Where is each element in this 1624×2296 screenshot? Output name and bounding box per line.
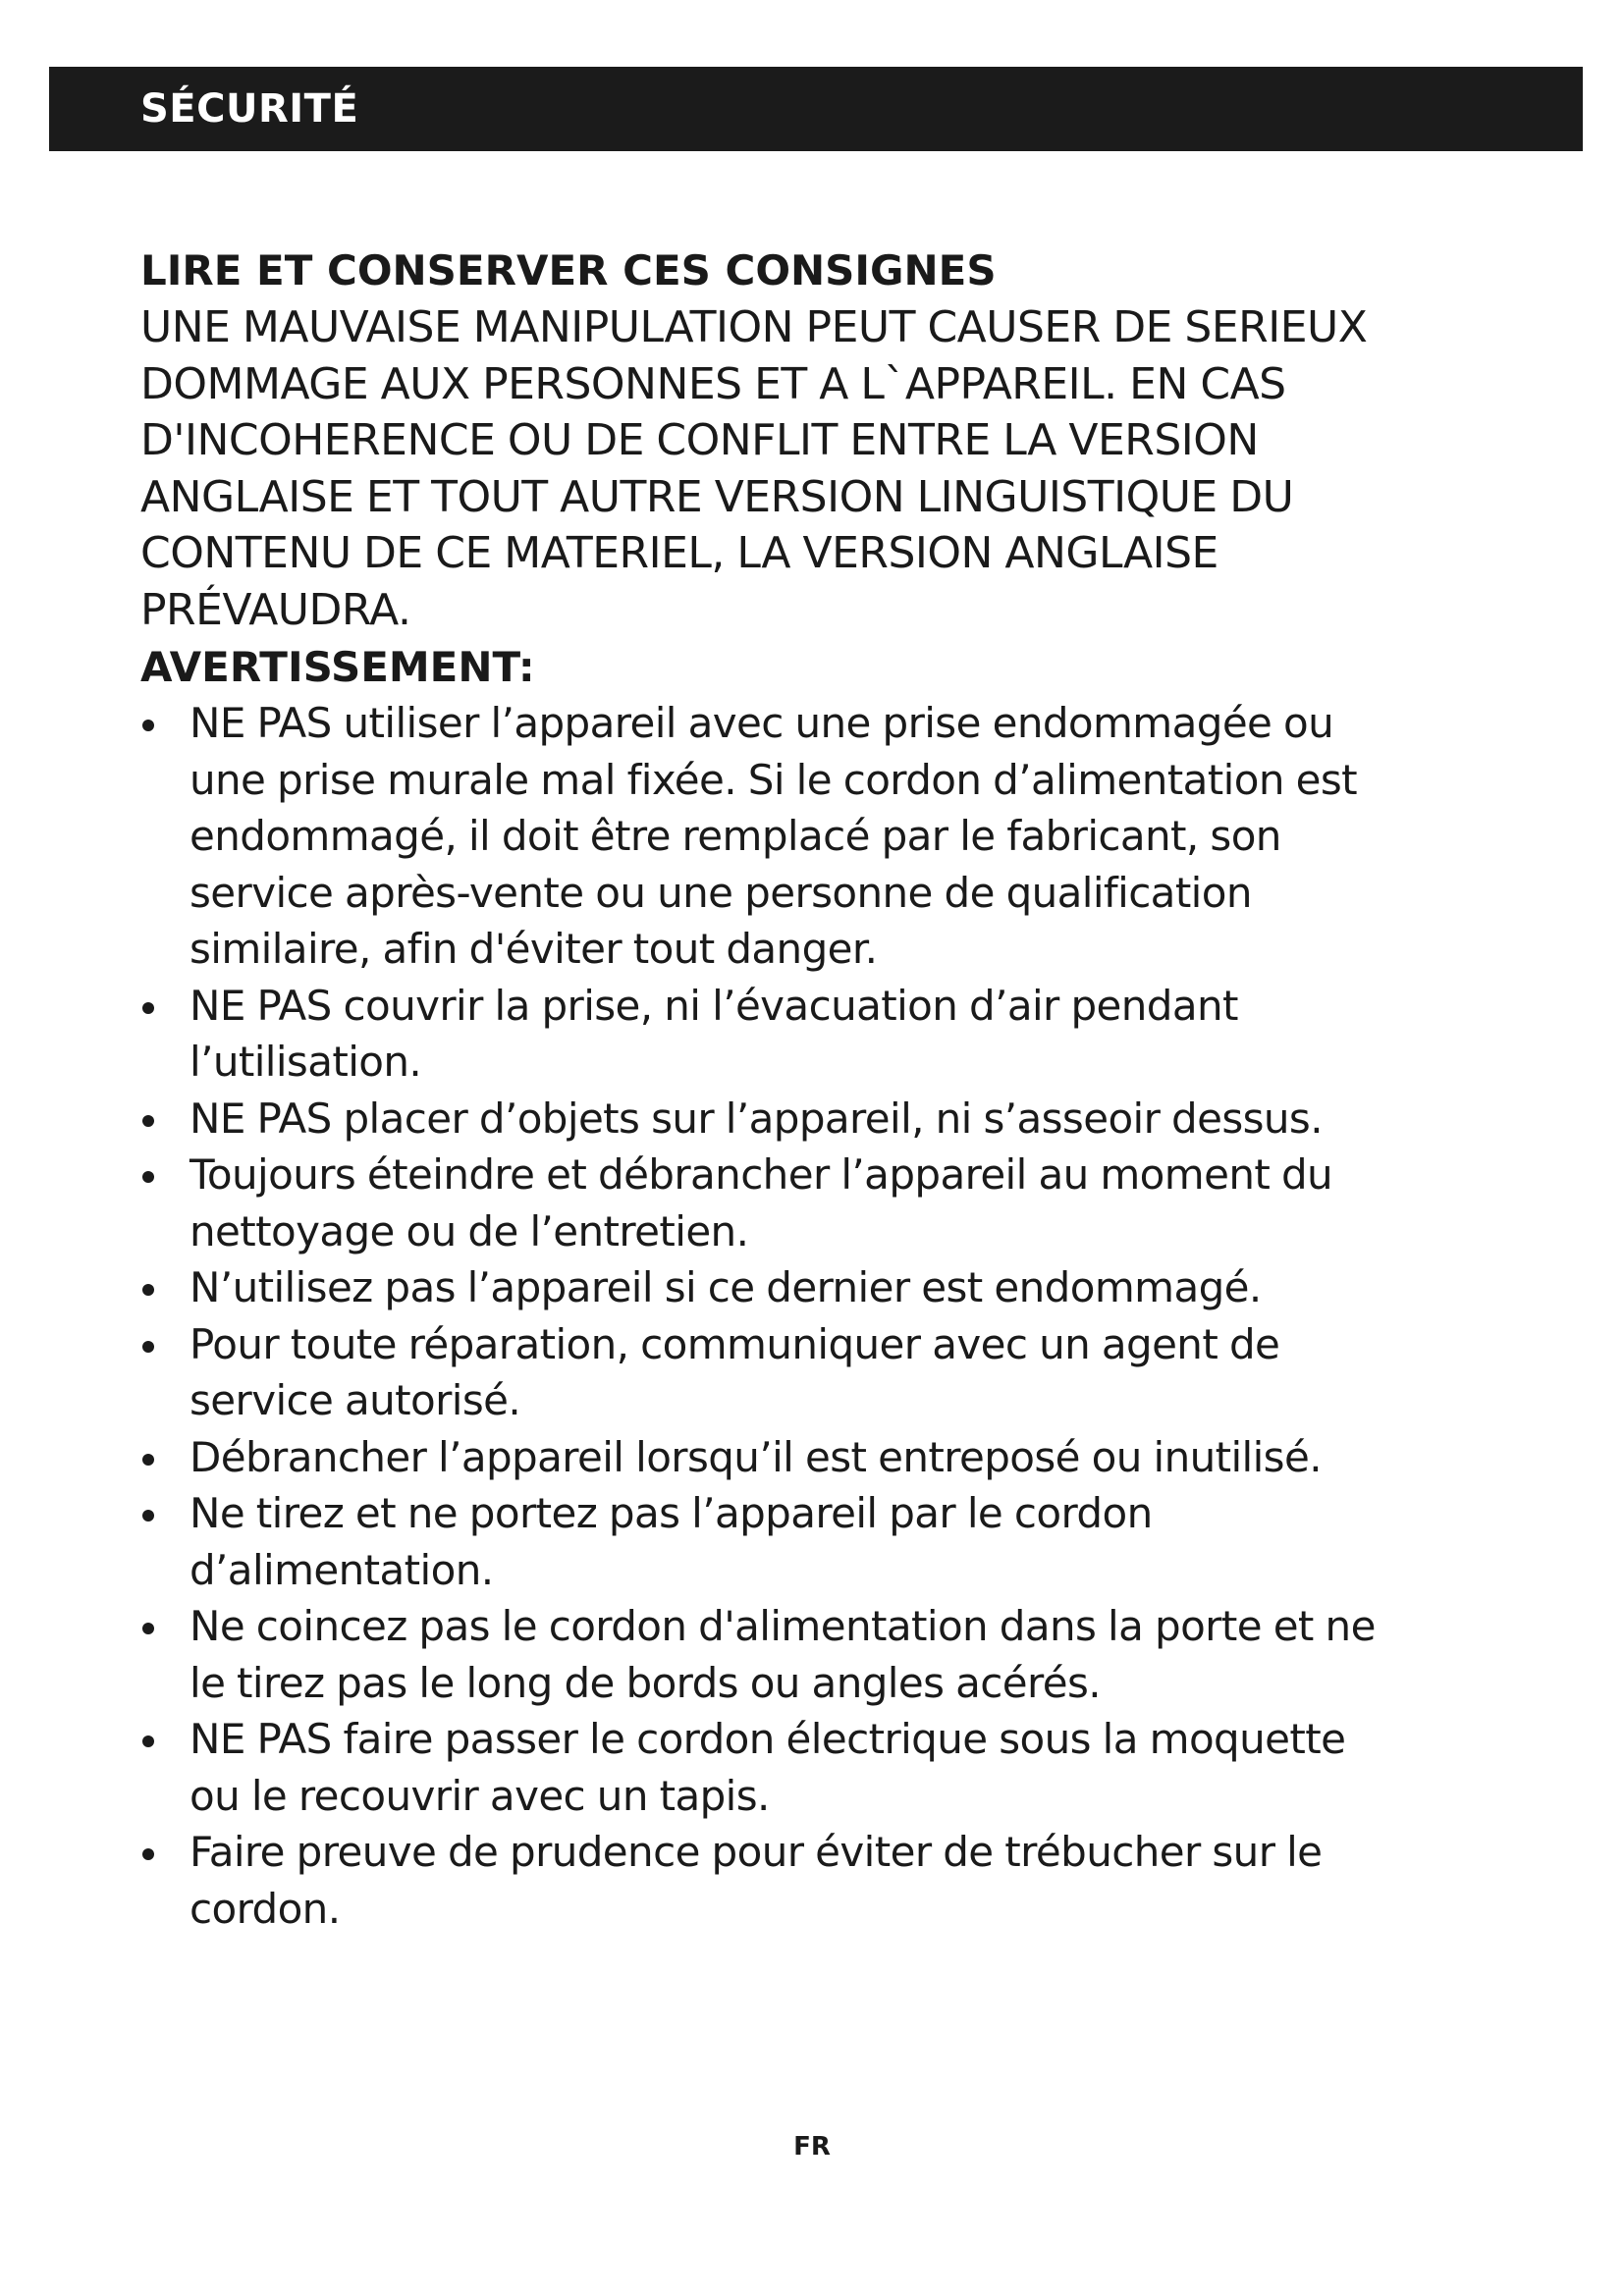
warning-item: [140, 978, 1515, 1091]
warning-line: Ne coincez pas le cordon d'alimentation dans la porte et ne: [189, 1602, 1376, 1650]
warning-item: [140, 1147, 1515, 1259]
bullet-icon: [142, 1002, 154, 1014]
intro-line: D'INCOHERENCE OU DE CONFLIT ENTRE LA VERSION: [140, 415, 1259, 465]
bullet-icon: [142, 1115, 154, 1127]
bullet-icon: [142, 1848, 154, 1860]
warning-line: NE PAS utiliser l’appareil avec une prise endommagée ou: [189, 699, 1334, 747]
warning-item: [140, 1429, 1515, 1486]
warning-line: l’utilisation.: [189, 1038, 422, 1086]
warning-line: cordon.: [189, 1884, 341, 1933]
warning-item: [140, 1598, 1515, 1711]
bullet-icon: [142, 1171, 154, 1183]
warning-item: [140, 695, 1515, 978]
warning-line: NE PAS faire passer le cordon électrique sous la moquette: [189, 1715, 1346, 1763]
warning-line: d’alimentation.: [189, 1545, 494, 1594]
warning-item: [140, 1091, 1515, 1148]
instructions-heading: LIRE ET CONSERVER CES CONSIGNES: [140, 246, 997, 294]
warning-line: Toujours éteindre et débrancher l’appareil au moment du: [189, 1150, 1333, 1199]
bullet-icon: [142, 1454, 154, 1466]
intro-line: UNE MAUVAISE MANIPULATION PEUT CAUSER DE SERIEUX: [140, 302, 1368, 352]
bullet-icon: [142, 720, 154, 731]
warning-line: similaire, afin d'éviter tout danger.: [189, 925, 878, 973]
warning-item: [140, 1316, 1515, 1429]
bullet-icon: [142, 1623, 154, 1634]
warning-line: service après-vente ou une personne de qualification: [189, 868, 1252, 917]
warning-line: endommagé, il doit être remplacé par le fabricant, son: [189, 812, 1281, 860]
warning-line: Faire preuve de prudence pour éviter de trébucher sur le: [189, 1828, 1323, 1876]
page-language-label: FR: [793, 2132, 831, 2162]
warning-line: une prise murale mal fixée. Si le cordon d’alimentation est: [189, 755, 1358, 804]
intro-line: ANGLAISE ET TOUT AUTRE VERSION LINGUISTIQUE DU: [140, 471, 1294, 522]
intro-paragraph: [140, 299, 1515, 638]
bullet-icon: [142, 1341, 154, 1353]
warning-item: [140, 1824, 1515, 1937]
warning-line: N’utilisez pas l’appareil si ce dernier est endommagé.: [189, 1263, 1262, 1311]
bullet-icon: [142, 1510, 154, 1522]
intro-line: DOMMAGE AUX PERSONNES ET A L`APPAREIL. EN CAS: [140, 358, 1286, 409]
warning-item: [140, 1485, 1515, 1598]
warning-line: NE PAS placer d’objets sur l’appareil, ni s’asseoir dessus.: [189, 1094, 1323, 1143]
warning-item: [140, 1259, 1515, 1316]
warning-heading: AVERTISSEMENT:: [140, 643, 535, 691]
warning-line: ou le recouvrir avec un tapis.: [189, 1771, 770, 1820]
warning-line: Ne tirez et ne portez pas l’appareil par le cordon: [189, 1489, 1153, 1537]
bullet-icon: [142, 1284, 154, 1296]
intro-line: PRÉVAUDRA.: [140, 584, 411, 635]
section-header-bar: [49, 67, 1583, 151]
warning-list: [140, 695, 1515, 1937]
document-content: [140, 242, 1515, 1937]
warning-line: NE PAS couvrir la prise, ni l’évacuation d’air pendant: [189, 981, 1238, 1030]
bullet-icon: [142, 1735, 154, 1747]
warning-line: Pour toute réparation, communiquer avec un agent de: [189, 1319, 1280, 1368]
warning-line: service autorisé.: [189, 1376, 521, 1424]
warning-line: nettoyage ou de l’entretien.: [189, 1206, 749, 1255]
warning-line: le tirez pas le long de bords ou angles acérés.: [189, 1658, 1102, 1707]
warning-item: [140, 1711, 1515, 1824]
intro-line: CONTENU DE CE MATERIEL, LA VERSION ANGLAISE: [140, 528, 1218, 578]
warning-line: Débrancher l’appareil lorsqu’il est entreposé ou inutilisé.: [189, 1432, 1322, 1481]
section-title: SÉCURITÉ: [140, 86, 359, 132]
